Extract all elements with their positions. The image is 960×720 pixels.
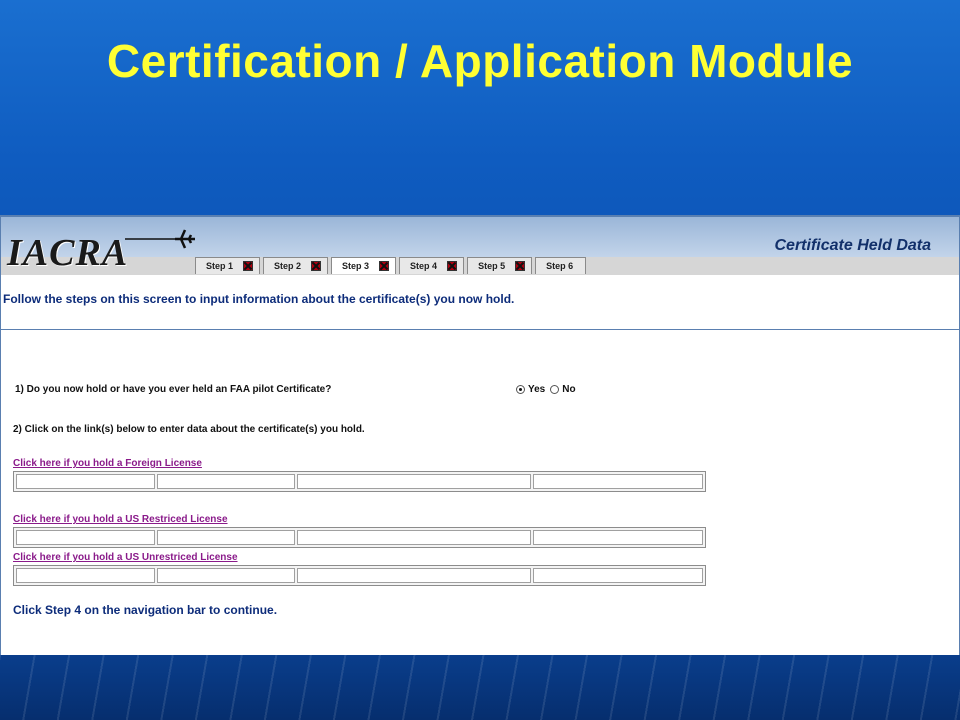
- unrestricted-field-2[interactable]: [157, 568, 295, 583]
- pilot-certificate-radio-group: [516, 384, 576, 395]
- error-x-icon: [515, 261, 525, 271]
- foreign-license-row: [13, 471, 706, 492]
- no-label: No: [562, 384, 576, 395]
- restricted-field-2[interactable]: [157, 530, 295, 545]
- foreign-field-2[interactable]: [157, 474, 295, 489]
- divider: [1, 329, 960, 330]
- tab-label: Step 1: [206, 261, 234, 271]
- continue-instruction: Click Step 4 on the navigation bar to continue.: [13, 603, 278, 617]
- error-x-icon: [311, 261, 321, 271]
- foreign-field-3[interactable]: [297, 474, 531, 489]
- tab-step-1[interactable]: [195, 257, 260, 274]
- tab-step-3[interactable]: [331, 257, 396, 274]
- step-tabs: [195, 257, 586, 275]
- tab-label: Step 4: [410, 261, 438, 271]
- unrestricted-field-4[interactable]: [533, 568, 703, 583]
- us-unrestricted-license-link[interactable]: Click here if you hold a US Unrestriced License: [13, 552, 238, 563]
- restricted-field-3[interactable]: [297, 530, 531, 545]
- tab-label: Step 2: [274, 261, 302, 271]
- app-screenshot: [0, 215, 960, 655]
- tab-step-2[interactable]: [263, 257, 328, 274]
- error-x-icon: [447, 261, 457, 271]
- yes-label: Yes: [528, 384, 546, 395]
- iacra-logo: [7, 225, 197, 273]
- yes-radio[interactable]: [516, 385, 525, 394]
- no-radio[interactable]: [550, 385, 559, 394]
- tab-label: Step 6: [546, 261, 574, 271]
- tab-step-6[interactable]: [535, 257, 586, 274]
- page-heading: Certificate Held Data: [774, 237, 931, 254]
- tab-step-5[interactable]: [467, 257, 532, 274]
- slide-bottom-decoration: [0, 650, 960, 720]
- slide-title: Certification / Application Module: [106, 35, 854, 87]
- tab-label: Step 3: [342, 261, 370, 271]
- app-header: [1, 217, 960, 275]
- intro-text: Follow the steps on this screen to input information about the certificate(s) you now hold.: [3, 292, 515, 306]
- question-2: 2) Click on the link(s) below to enter data about the certificate(s) you hold.: [13, 424, 365, 435]
- error-x-icon: [379, 261, 389, 271]
- logo-text: IACRA: [7, 232, 129, 274]
- error-x-icon: [243, 261, 253, 271]
- us-restricted-license-link[interactable]: Click here if you hold a US Restriced License: [13, 514, 228, 525]
- question-1: 1) Do you now hold or have you ever held an FAA pilot Certificate?: [15, 384, 332, 395]
- tab-step-4[interactable]: [399, 257, 464, 274]
- restricted-field-1[interactable]: [16, 530, 155, 545]
- unrestricted-field-3[interactable]: [297, 568, 531, 583]
- foreign-field-4[interactable]: [533, 474, 703, 489]
- foreign-license-link[interactable]: Click here if you hold a Foreign License: [13, 458, 202, 469]
- us-unrestricted-license-row: [13, 565, 706, 586]
- tab-label: Step 5: [478, 261, 506, 271]
- us-restricted-license-row: [13, 527, 706, 548]
- unrestricted-field-1[interactable]: [16, 568, 155, 583]
- airplane-icon: [125, 225, 197, 251]
- restricted-field-4[interactable]: [533, 530, 703, 545]
- foreign-field-1[interactable]: [16, 474, 155, 489]
